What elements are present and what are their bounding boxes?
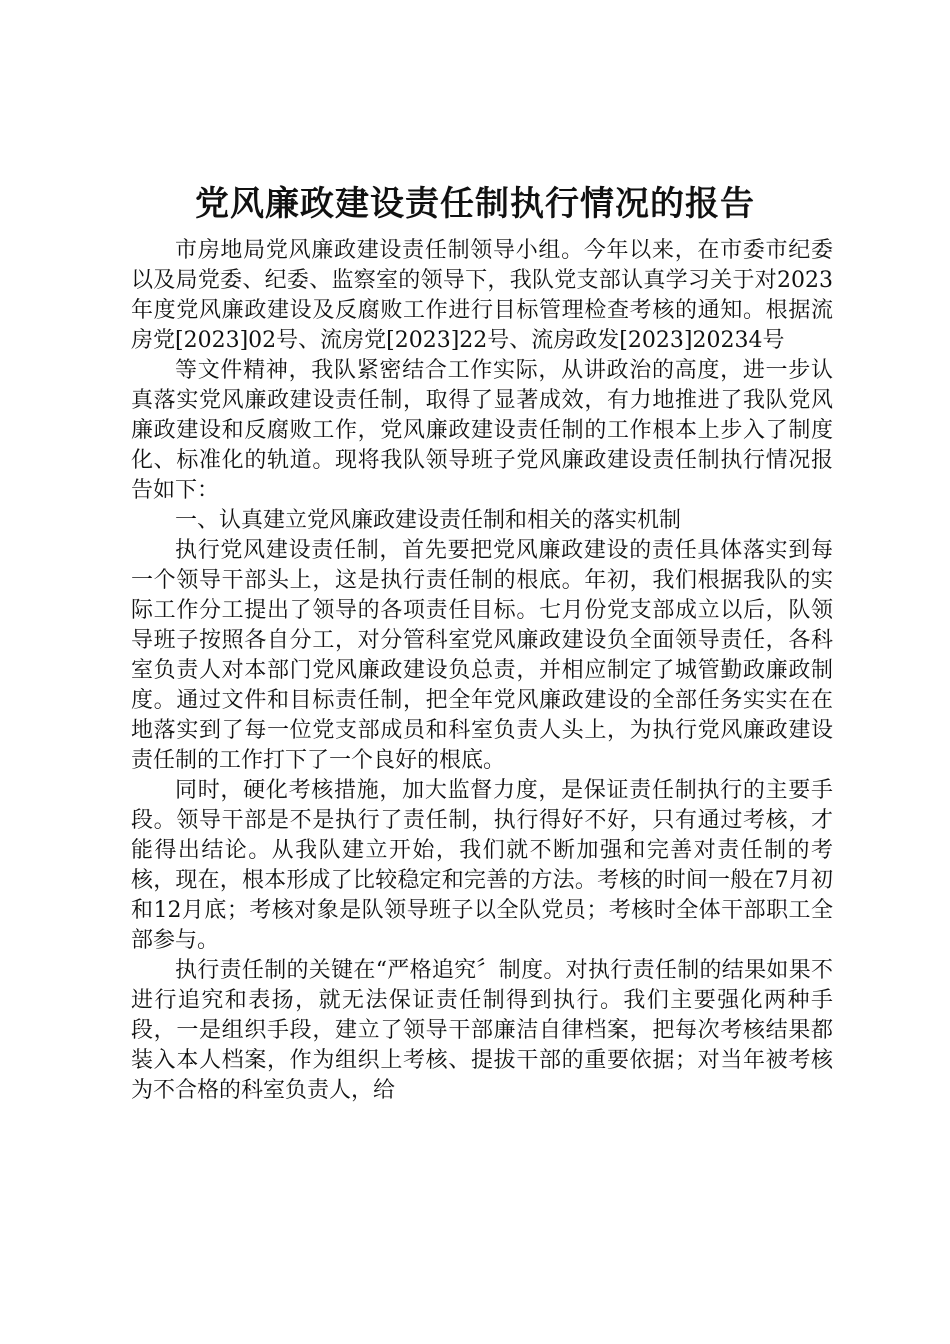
paragraph: 同时，硬化考核措施，加大监督力度，是保证责任制执行的主要手段。领导干部是不是执行了责任制，执行得好不好，只有通过考核，才能得出结论。从我队建立开始，我们就不断加强和完善对责任制的考核，现在，根本形成了比较稳定和完善的方法。考核的时间一般在7月初和12月底；考核对象是队领导班子以全队党员；考核时全体干部职工全部参与。 bbox=[131, 778, 833, 953]
paragraph: 等文件精神，我队紧密结合工作实际，从讲政治的高度，进一步认真落实党风廉政建设责任制，取得了显著成效，有力地推进了我队党风廉政建设和反腐败工作，党风廉政建设责任制的工作根本上步入了制度化、标准化的轨道。现将我队领导班子党风廉政建设责任制执行情况报告如下： bbox=[131, 358, 833, 503]
paragraph: 执行责任制的关键在“严格追究〞制度。对执行责任制的结果如果不进行追究和表扬，就无法保证责任制得到执行。我们主要强化两种手段，一是组织手段，建立了领导干部廉洁自律档案，把每次考核结果都装入本人档案，作为组织上考核、提拔干部的重要依据；对当年被考核为不合格的科室负责人，给 bbox=[131, 958, 833, 1103]
paragraph: 执行党风建设责任制，首先要把党风廉政建设的责任具体落实到每一个领导干部头上，这是执行责任制的根底。年初，我们根据我队的实际工作分工提出了领导的各项责任目标。七月份党支部成立以后，队领导班子按照各自分工，对分管科室党风廉政建设负全面领导责任，各科室负责人对本部门党风廉政建设负总责，并相应制定了城管勤政廉政制度。通过文件和目标责任制，把全年党风廉政建设的全部任务实实在在地落实到了每一位党支部成员和科室负责人头上，为执行党风廉政建设责任制的工作打下了一个良好的根底。 bbox=[131, 538, 833, 773]
document-title: 党风廉政建设责任制执行情况的报告 bbox=[195, 184, 755, 224]
paragraph: 市房地局党风廉政建设责任制领导小组。今年以来，在市委市纪委以及局党委、纪委、监察室的领导下，我队党支部认真学习关于对2023年度党风廉政建设及反腐败工作进行目标管理检查考核的通知。根据流房党[2023]02号、流房党[2023]22号、流房政发[2023]20234号 bbox=[131, 238, 833, 353]
section-heading: 一、认真建立党风廉政建设责任制和相关的落实机制 bbox=[175, 508, 682, 533]
document-body bbox=[131, 236, 833, 1106]
